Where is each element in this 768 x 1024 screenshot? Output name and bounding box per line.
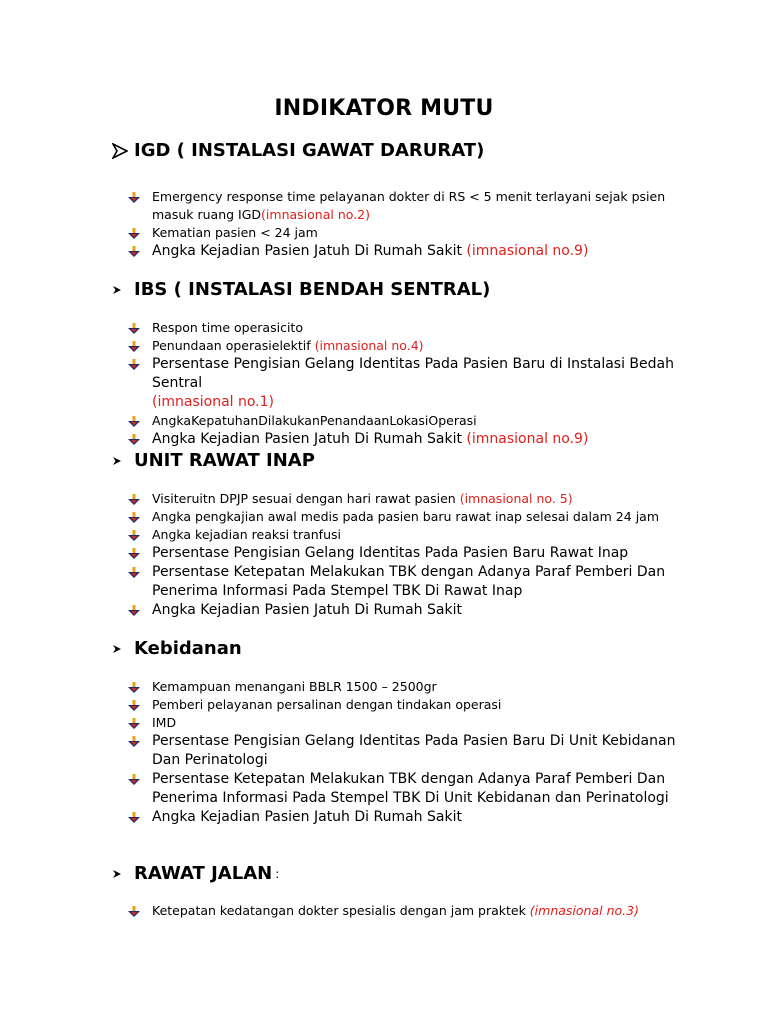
list-item: Angka Kejadian Pasien Jatuh Di Rumah Sakit (imnasional no.9) bbox=[128, 430, 698, 449]
list-item: Ketepatan kedatangan dokter spesialis dengan jam praktek (imnasional no.3) bbox=[128, 902, 698, 920]
bullet-arrow-icon bbox=[128, 246, 140, 257]
list-item: Angka pengkajian awal medis pada pasien baru rawat inap selesai dalam 24 jam bbox=[128, 508, 698, 526]
list-item: Persentase Ketepatan Melakukan TBK dengan Adanya Paraf Pemberi Dan Penerima Informasi Pada Stempel TBK Di Rawat Inap bbox=[128, 563, 698, 601]
bullet-arrow-icon bbox=[128, 567, 140, 578]
list-item: Kematian pasien < 24 jam bbox=[128, 224, 698, 242]
section-kebidanan bbox=[112, 638, 698, 825]
section-list bbox=[128, 490, 698, 620]
section-heading-label: IBS ( INSTALASI BENDAH SENTRAL) bbox=[134, 279, 491, 300]
section-heading bbox=[112, 450, 698, 471]
list-item: Respon time operasicito bbox=[128, 319, 698, 337]
list-item: Persentase Pengisian Gelang Identitas Pada Pasien Baru Rawat Inap bbox=[128, 544, 698, 563]
bullet-arrow-icon bbox=[128, 341, 140, 352]
section-heading bbox=[112, 279, 698, 300]
list-item: Angka Kejadian Pasien Jatuh Di Rumah Sakit (imnasional no.9) bbox=[128, 242, 698, 261]
section-igd bbox=[112, 140, 698, 259]
bullet-arrow-icon bbox=[128, 323, 140, 334]
section-list bbox=[128, 902, 698, 920]
bullet-arrow-icon bbox=[128, 228, 140, 239]
list-item: Persentase Pengisian Gelang Identitas Pada Pasien Baru di Instalasi Bedah Sentral (imnasional no.1) bbox=[128, 355, 698, 412]
bullet-arrow-icon bbox=[128, 718, 140, 729]
section-heading bbox=[112, 638, 698, 659]
arrow-right-icon bbox=[112, 285, 134, 295]
bullet-arrow-icon bbox=[128, 774, 140, 785]
section-rawat-inap bbox=[112, 450, 698, 618]
section-heading-label: UNIT RAWAT INAP bbox=[134, 450, 315, 471]
list-item: Emergency response time pelayanan dokter di RS < 5 menit terlayani sejak psien masuk ruang IGD(imnasional no.2) bbox=[128, 188, 698, 224]
bullet-arrow-icon bbox=[128, 906, 140, 917]
list-item: IMD bbox=[128, 714, 698, 732]
list-item: Angka Kejadian Pasien Jatuh Di Rumah Sakit bbox=[128, 601, 698, 620]
section-heading bbox=[112, 863, 698, 884]
bullet-arrow-icon bbox=[128, 605, 140, 616]
arrow-right-icon bbox=[112, 143, 134, 159]
list-item: Persentase Pengisian Gelang Identitas Pada Pasien Baru Di Unit Kebidanan Dan Perinatologi bbox=[128, 732, 698, 770]
bullet-arrow-icon bbox=[128, 548, 140, 559]
list-item: Angka kejadian reaksi tranfusi bbox=[128, 526, 698, 544]
bullet-arrow-icon bbox=[128, 530, 140, 541]
bullet-arrow-icon bbox=[128, 812, 140, 823]
list-item: Kemampuan menangani BBLR 1500 – 2500gr bbox=[128, 678, 698, 696]
arrow-right-icon bbox=[112, 869, 134, 879]
list-item: Angka Kejadian Pasien Jatuh Di Rumah Sakit bbox=[128, 808, 698, 827]
list-item: Penundaan operasielektif (imnasional no.4) bbox=[128, 337, 698, 355]
section-rawat-jalan bbox=[112, 863, 698, 918]
section-heading-label: Kebidanan bbox=[134, 638, 242, 659]
list-item: Persentase Ketepatan Melakukan TBK dengan Adanya Paraf Pemberi Dan Penerima Informasi Pada Stempel TBK Di Unit Kebidanan dan Perinatologi bbox=[128, 770, 698, 808]
section-heading bbox=[112, 140, 698, 161]
bullet-arrow-icon bbox=[128, 192, 140, 203]
page-title: INDIKATOR MUTU bbox=[274, 96, 494, 121]
section-list bbox=[128, 319, 698, 449]
section-heading-suffix: : bbox=[275, 866, 280, 881]
bullet-arrow-icon bbox=[128, 700, 140, 711]
section-heading-label: RAWAT JALAN bbox=[134, 863, 273, 884]
arrow-right-icon bbox=[112, 644, 134, 654]
bullet-arrow-icon bbox=[128, 736, 140, 747]
bullet-arrow-icon bbox=[128, 359, 140, 370]
section-ibs bbox=[112, 279, 698, 447]
arrow-right-icon bbox=[112, 456, 134, 466]
bullet-arrow-icon bbox=[128, 512, 140, 523]
list-item: Visiteruitn DPJP sesuai dengan hari rawat pasien (imnasional no. 5) bbox=[128, 490, 698, 508]
list-item: AngkaKepatuhanDilakukanPenandaanLokasiOperasi bbox=[128, 412, 698, 430]
section-list bbox=[128, 678, 698, 827]
bullet-arrow-icon bbox=[128, 682, 140, 693]
section-list bbox=[128, 188, 698, 261]
section-heading-label: IGD ( INSTALASI GAWAT DARURAT) bbox=[134, 140, 485, 161]
bullet-arrow-icon bbox=[128, 494, 140, 505]
bullet-arrow-icon bbox=[128, 416, 140, 427]
list-item: Pemberi pelayanan persalinan dengan tindakan operasi bbox=[128, 696, 698, 714]
bullet-arrow-icon bbox=[128, 434, 140, 445]
